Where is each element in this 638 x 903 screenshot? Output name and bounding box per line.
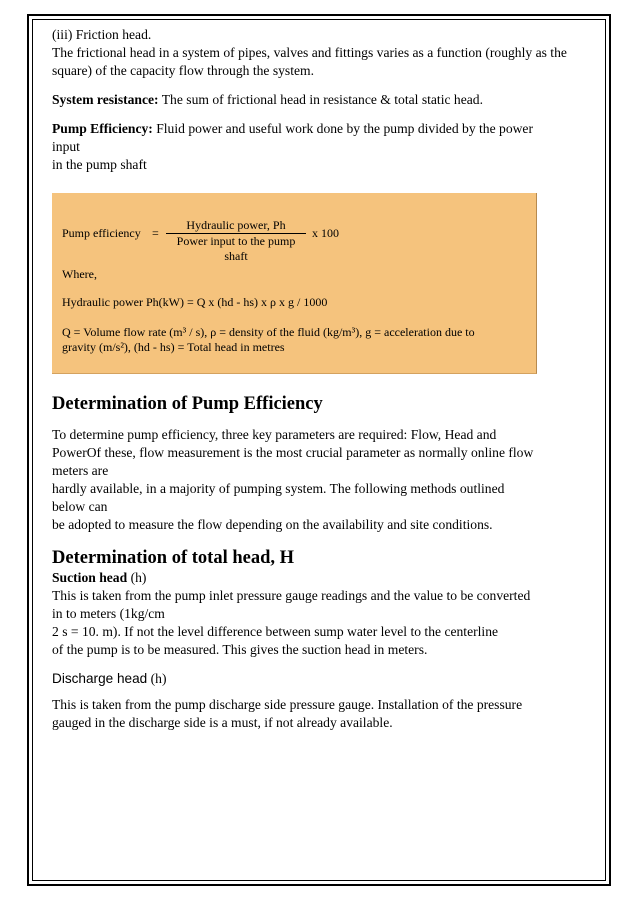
pump-efficiency-paragraph <box>52 120 597 138</box>
suction-line1: This is taken from the pump inlet pressure gauge readings and the value to be converted <box>52 588 531 603</box>
efficiency-line2: PowerOf these, flow measurement is the most crucial parameter as normally online flow <box>52 445 534 460</box>
suction-head-label: Suction head <box>52 570 128 585</box>
suction-line4: of the pump is to be measured. This gives the suction head in meters. <box>52 642 428 657</box>
suction-line3: 2 s = 10. m). If not the level difference between sump water level to the centerline <box>52 624 499 639</box>
formula-denominator: Power input to the pump shaft <box>176 234 296 263</box>
system-resistance-text: The sum of frictional head in resistance & total static head. <box>158 92 483 107</box>
document-body <box>52 26 597 732</box>
efficiency-section-title: Determination of Pump Efficiency <box>52 394 323 414</box>
efficiency-line6: be adopted to measure the flow depending on the availability and site conditions. <box>52 517 493 532</box>
discharge-head-label: Discharge head <box>52 671 148 686</box>
suction-line2: in to meters (1kg/cm <box>52 606 165 621</box>
discharge-head-heading <box>52 670 597 688</box>
system-resistance-label: System resistance: <box>52 92 159 107</box>
efficiency-line4: hardly available, in a majority of pumping system. The following methods outlined <box>52 481 505 496</box>
pump-efficiency-label: Pump Efficiency: <box>52 121 153 136</box>
formula-numerator: Hydraulic power, Ph <box>166 218 306 234</box>
formula-hydraulic-power: Hydraulic power Ph(kW) = Q x (hd - hs) x ρ x g / 1000 <box>62 295 328 309</box>
pump-efficiency-line3: in the pump shaft <box>52 157 147 172</box>
efficiency-line3: meters are <box>52 463 109 478</box>
discharge-line1: This is taken from the pump discharge side pressure gauge. Installation of the pressure <box>52 697 523 712</box>
formula-lhs: Pump efficiency <box>62 226 141 240</box>
discharge-line2: gauged in the discharge side is a must, if not already available. <box>52 715 393 730</box>
suction-head-heading <box>52 569 597 587</box>
total-head-section-title: Determination of total head, H <box>52 548 295 568</box>
pump-efficiency-line2: input <box>52 139 80 154</box>
friction-heading: (iii) Friction head. <box>52 27 152 42</box>
efficiency-formula-image <box>52 193 537 374</box>
pump-efficiency-line1: Fluid power and useful work done by the pump divided by the power <box>152 121 533 136</box>
system-resistance-paragraph <box>52 91 597 109</box>
formula-definitions-line2: gravity (m/s²), (hd - hs) = Total head in metres <box>62 340 285 354</box>
discharge-head-symbol: (h) <box>147 671 167 686</box>
efficiency-line1: To determine pump efficiency, three key parameters are required: Flow, Head and <box>52 427 497 442</box>
friction-text: The frictional head in a system of pipes, valves and fittings varies as a function (roughly as the square) of the capacity flow through the system. <box>52 45 567 78</box>
formula-equals: = <box>152 226 159 240</box>
formula-definitions-line1: Q = Volume flow rate (m³ / s), ρ = density of the fluid (kg/m³), g = acceleration due to <box>62 325 475 339</box>
suction-head-symbol: (h) <box>127 570 147 585</box>
formula-fraction <box>166 218 306 264</box>
efficiency-line5: below can <box>52 499 108 514</box>
formula-where: Where, <box>62 267 97 281</box>
formula-multiplier: x 100 <box>312 226 339 240</box>
